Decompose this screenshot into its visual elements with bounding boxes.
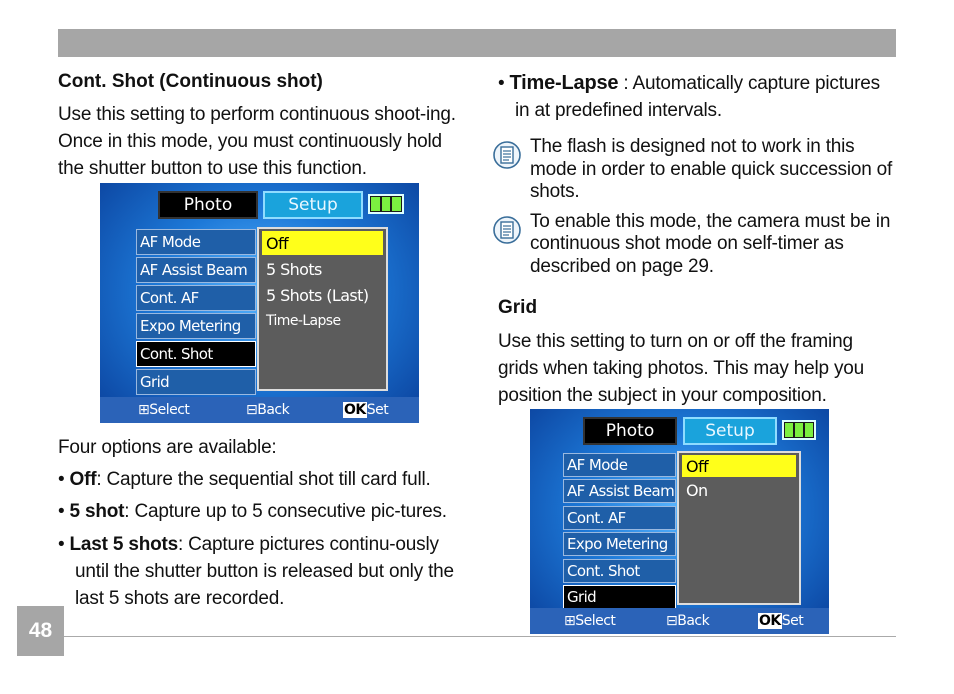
footer-select: ⊞Select (564, 613, 616, 629)
note-icon (492, 215, 522, 245)
footer-rule (64, 636, 896, 637)
tab-photo: Photo (158, 191, 258, 219)
page-number: 48 (17, 606, 64, 656)
footer-back: ⊟Back (666, 613, 710, 629)
option-time-lapse: Time-Lapse (266, 313, 341, 329)
options-panel (257, 227, 388, 391)
footer-back: ⊟Back (246, 402, 290, 418)
cont-shot-intro: Use this setting to perform continuous shoot-ing. Once in this mode, you must continuously hold the shutter button to use this function. (58, 104, 456, 179)
note-flash (498, 136, 896, 204)
options-intro: Four options are available: (58, 437, 277, 458)
camera-footer (100, 397, 419, 423)
header-bar (58, 29, 896, 57)
bullet-5-shot: • 5 shot: Capture up to 5 consecutive pic-tures. (58, 501, 447, 522)
menu-item-af-mode: AF Mode (136, 229, 256, 255)
tab-setup: Setup (683, 417, 777, 445)
bullet-text: : Automatically capture pictures in at predefined intervals. (515, 73, 880, 121)
bullet-last-5-shots: • Last 5 shots: Capture pictures continu-ously until the shutter button is released but only the last 5 shots are recorded. (58, 534, 454, 609)
footer-select: ⊞Select (138, 402, 190, 418)
menu-item-grid: Grid (563, 585, 676, 609)
bullet-text: : Capture the sequential shot till card full. (96, 469, 431, 490)
battery-icon (368, 194, 404, 214)
camera-footer (530, 608, 829, 634)
settings-menu (136, 229, 256, 397)
option-off: Off (682, 455, 796, 477)
note-text: The flash is designed not to work in this mode in order to enable quick succession of shots. (530, 136, 893, 202)
note-self-timer (498, 211, 896, 279)
battery-icon (782, 420, 816, 440)
bullet-time-lapse: • Time-Lapse : Automatically capture pictures in at predefined intervals. (498, 72, 880, 121)
settings-menu (563, 453, 676, 611)
menu-item-af-mode: AF Mode (563, 453, 676, 477)
note-text: To enable this mode, the camera must be in continuous shot mode on self-timer as described on page 29. (530, 210, 891, 277)
bullet-text: : Capture pictures continu-ously until the shutter button is released but only the last 5 shots are recorded. (75, 534, 454, 609)
option-5-shots: 5 Shots (266, 259, 322, 279)
bullet-text: : Capture up to 5 consecutive pic-tures. (124, 501, 447, 522)
option-off: Off (262, 231, 383, 255)
section-heading-grid: Grid (498, 297, 538, 318)
tab-photo: Photo (583, 417, 677, 445)
note-icon (492, 140, 522, 170)
right-column (498, 70, 896, 409)
menu-item-cont-shot: Cont. Shot (136, 341, 256, 367)
footer-ok-set: OKSet (759, 613, 804, 629)
bullet-term: Last 5 shots (69, 534, 178, 555)
menu-item-af-assist-beam: AF Assist Beam (563, 479, 676, 503)
menu-item-grid: Grid (136, 369, 256, 395)
menu-item-af-assist-beam: AF Assist Beam (136, 257, 256, 283)
menu-item-cont-shot: Cont. Shot (563, 559, 676, 583)
section-heading-cont-shot: Cont. Shot (Continuous shot) (58, 71, 323, 92)
menu-item-cont-af: Cont. AF (563, 506, 676, 530)
menu-item-expo-metering: Expo Metering (563, 532, 676, 556)
bullet-term: 5 shot (69, 501, 125, 522)
option-on: On (686, 480, 708, 500)
bullet-off: • Off: Capture the sequential shot till card full. (58, 469, 431, 490)
option-5-shots-last: 5 Shots (Last) (266, 285, 369, 305)
options-panel (677, 451, 801, 605)
footer-ok-set: OKSet (344, 402, 389, 418)
menu-item-expo-metering: Expo Metering (136, 313, 256, 339)
menu-item-cont-af: Cont. AF (136, 285, 256, 311)
camera-screen-grid (530, 409, 829, 634)
grid-intro: Use this setting to turn on or off the framing grids when taking photos. This may help you position the subject in your composition. (498, 331, 864, 406)
bullet-term: Time-Lapse (509, 72, 619, 94)
bullet-term: Off (69, 469, 97, 490)
camera-screen-cont-shot (100, 183, 419, 423)
tab-setup: Setup (263, 191, 363, 219)
